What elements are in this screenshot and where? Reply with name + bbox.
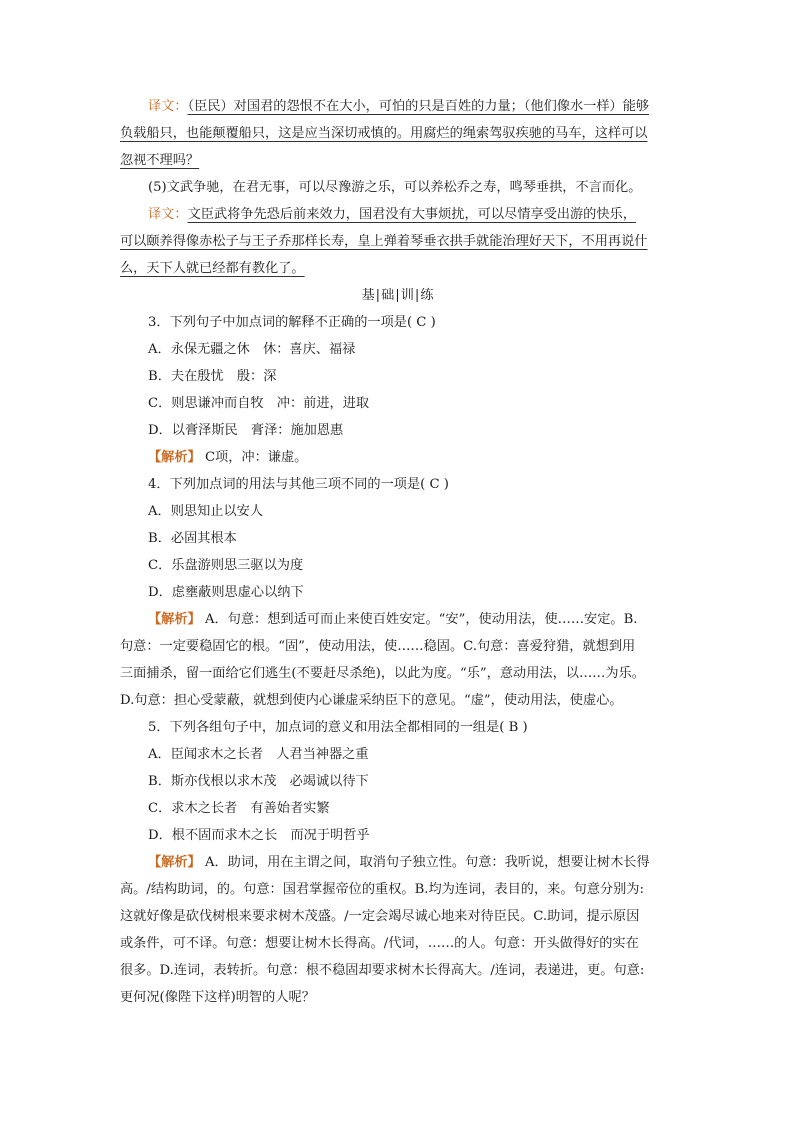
q4-analysis-text-1: A．句意：想到适可而止来使百姓安定。“安”，使动用法，使……安定。B. xyxy=(204,612,638,627)
q5-analysis-line-3: 这就好像是砍伐树根来要求树木茂盛。/一定会竭尽诚心地来对待臣民。C.助词，提示原因 xyxy=(120,909,640,924)
translation-2-text: 文臣武将争先恐后前来效力，国君没有大事烦扰，可以尽情享受出游的快乐， xyxy=(187,207,636,222)
q3-option-a: A．永保无疆之休 休：喜庆、福禄 xyxy=(148,342,356,357)
translation-2-label: 译文： xyxy=(148,207,188,222)
q3-option-c: C．则思谦冲而自牧 冲：前进，进取 xyxy=(148,396,370,411)
translation-2-line-3 xyxy=(120,255,676,282)
document-page xyxy=(120,93,676,1011)
q4-stem: 4．下列加点词的用法与其他三项不同的一项是( C ) xyxy=(148,477,449,492)
translation-2-text-end: 么，天下人就已经都有教化了。 xyxy=(120,261,305,276)
q4-option-d: D．虑壅蔽则思虚心以纳下 xyxy=(148,585,304,600)
q4-analysis-line-2: 句意：一定要稳固它的根。“固”，使动用法，使……稳固。C.句意：喜爱狩猎，就想到用 xyxy=(120,639,636,654)
translation-1-line-2: 负载船只，也能颠覆船只，这是应当深切戒慎的。用腐烂的绳索驾驭疾驰的马车，这样可以 xyxy=(120,126,648,141)
q4-analysis-line-4: D.句意：担心受蒙蔽，就想到使内心谦虚采纳臣下的意见。“虚”，使动用法，使虚心。 xyxy=(120,693,623,708)
q5-option-a: A．臣闻求木之长者 人君当神器之重 xyxy=(148,747,369,762)
q5-analysis-text-1: A．助词，用在主谓之间，取消句子独立性。句意：我听说，想要让树木长得 xyxy=(204,855,650,870)
q5-option-b: B．斯亦伐根以求木茂 必竭诚以待下 xyxy=(148,774,369,789)
translation-2-line-2: 可以颐养得像赤松子与王子乔那样长寿，皇上弹着琴垂衣拱手就能治理好天下，不用再说什 xyxy=(120,234,648,249)
translation-1-text: （臣民）对国君的怨恨不在大小，可怕的只是百姓的力量；（他们像水一样）能够 xyxy=(187,99,650,114)
section-title: 基|础|训|练 xyxy=(361,288,435,303)
q4-analysis-label: 【解析】 xyxy=(148,612,201,627)
q3-option-b: B．夫在殷忧 殷：深 xyxy=(148,369,277,384)
translation-1-label: 译文： xyxy=(148,99,188,114)
q4-analysis-line-1 xyxy=(120,606,676,633)
q5-analysis-line-2: 高。/结构助词，的。句意：国君掌握帝位的重权。B.均为连词，表目的，来。句意分别为: xyxy=(120,882,644,897)
q3-analysis-label: 【解析】 xyxy=(148,450,201,465)
q5-analysis-label: 【解析】 xyxy=(148,855,201,870)
q5-analysis-line-6: 更何况(像陛下这样)明智的人呢？ xyxy=(120,990,315,1005)
sentence-5: (5)文武争驰，在君无事，可以尽豫游之乐，可以养松乔之寿，鸣琴垂拱，不言而化。 xyxy=(148,180,642,195)
q5-analysis-line-1 xyxy=(120,849,676,876)
q3-stem: 3．下列句子中加点词的解释不正确的一项是( C ) xyxy=(148,315,436,330)
q5-stem: 5．下列各组句子中，加点词的意义和用法全都相同的一组是( B ) xyxy=(148,720,528,735)
translation-1-line-1 xyxy=(120,93,676,120)
q5-option-c: C．求木之长者 有善始者实繁 xyxy=(148,801,330,816)
translation-1-text-end: 忽视不理吗？ xyxy=(120,153,200,168)
q3-analysis xyxy=(120,444,676,471)
q4-option-a: A．则思知止以安人 xyxy=(148,504,264,519)
q3-option-d: D．以膏泽斯民 膏泽：施加恩惠 xyxy=(148,423,344,438)
q4-option-b: B．必固其根本 xyxy=(148,531,237,546)
translation-2-line-1 xyxy=(120,201,676,228)
q5-option-d: D．根不固而求木之长 而况于明哲乎 xyxy=(148,828,370,843)
q3-analysis-text: C项，冲：谦虚。 xyxy=(204,450,308,465)
q4-analysis-line-3: 三面捕杀，留一面给它们逃生(不要赶尽杀绝)，以此为度。“乐”，意动用法，以……为乐。 xyxy=(120,666,645,681)
q5-analysis-line-4: 或条件，可不译。句意：想要让树木长得高。/代词，……的人。句意：开头做得好的实在 xyxy=(120,936,639,951)
q4-option-c: C．乐盘游则思三驱以为度 xyxy=(148,558,304,573)
translation-1-line-3 xyxy=(120,147,676,174)
q5-analysis-line-5: 很多。D.连词，表转折。句意：根不稳固却要求树木长得高大。/连词，表递进，更。句意: xyxy=(120,963,645,978)
